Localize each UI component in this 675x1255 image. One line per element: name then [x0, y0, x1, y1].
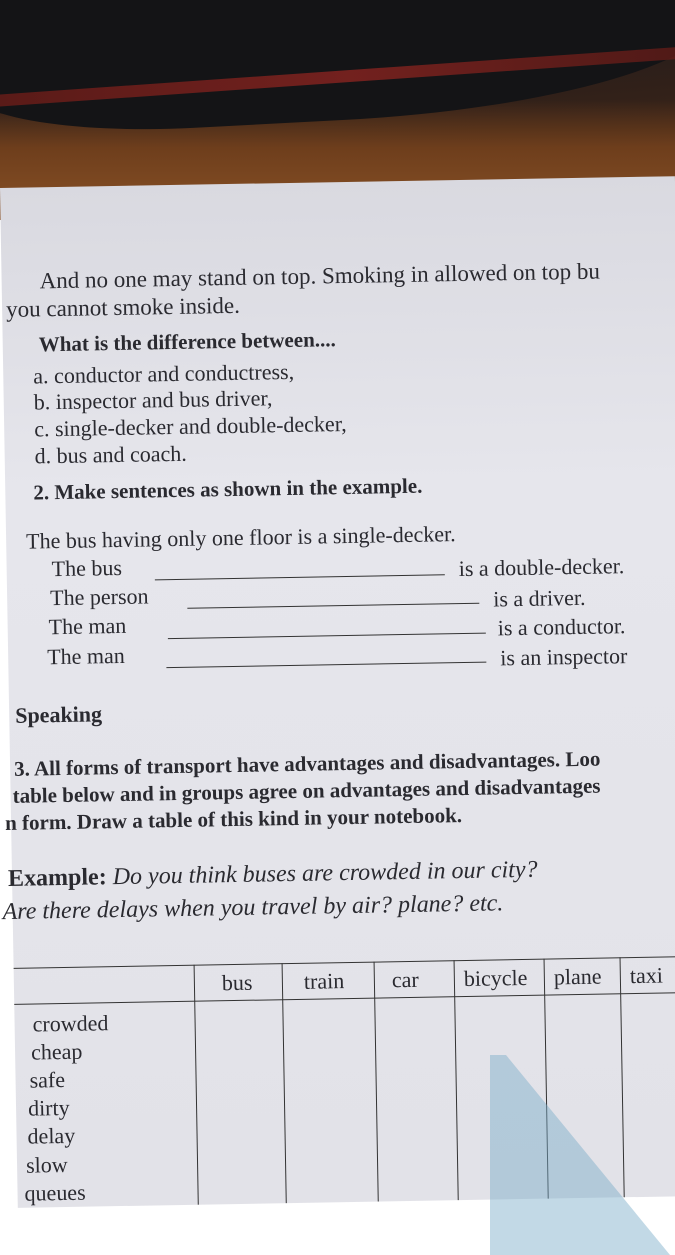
exercise-2-row-1-subject: The bus	[51, 554, 123, 582]
example-label: Example:	[7, 864, 107, 892]
exercise-2-row-4-subject: The man	[46, 642, 125, 670]
example-question-1: Do you think buses are crowded in our city?	[112, 856, 538, 891]
row-label-delay: delay	[27, 1122, 76, 1149]
exercise-2-row-3-subject: The man	[48, 612, 127, 640]
intro-line-2: you cannot smoke inside.	[5, 292, 241, 322]
example-block	[8, 858, 538, 891]
row-label-queues: queues	[24, 1179, 86, 1206]
exercise-1-item-c: c. single-decker and double-decker,	[33, 410, 347, 442]
exercise-2-row-4-predicate: is an inspector	[500, 643, 628, 671]
row-label-crowded: crowded	[32, 1010, 109, 1037]
exercise-2-row-3-predicate: is a conductor.	[497, 613, 626, 641]
exercise-1-item-a: a. conductor and conductress,	[33, 358, 295, 389]
column-header-car: car	[391, 966, 419, 993]
answer-blank-1	[155, 574, 445, 580]
row-label-dirty: dirty	[27, 1094, 70, 1121]
exercise-1-item-b: b. inspector and bus driver,	[33, 385, 273, 415]
exercise-2-row-2-subject: The person	[49, 583, 149, 611]
exercise-2-example: The bus having only one floor is a single-decker.	[25, 521, 456, 554]
column-header-taxi: taxi	[629, 962, 664, 989]
column-header-bus: bus	[221, 969, 253, 996]
intro-line-1: And no one may stand on top. Smoking in allowed on top bu	[39, 258, 601, 294]
exercise-2-row-2-predicate: is a driver.	[493, 584, 586, 612]
column-header-bicycle: bicycle	[463, 964, 528, 992]
exercise-3-line-1: 3. All forms of transport have advantages and disadvantages. Loo	[13, 746, 601, 781]
answer-blank-3	[168, 633, 486, 640]
row-label-slow: slow	[25, 1151, 68, 1178]
exercise-3-line-2: table below and in groups agree on advantages and disadvantages	[12, 773, 601, 808]
exercise-1-item-d: d. bus and coach.	[34, 440, 188, 469]
table-header-border	[14, 992, 675, 1005]
column-header-plane: plane	[553, 963, 602, 990]
exercise-3-line-3: n form. Draw a table of this kind in your notebook.	[4, 803, 463, 836]
textbook-page	[0, 176, 675, 1208]
row-label-cheap: cheap	[30, 1038, 83, 1065]
answer-blank-2	[187, 603, 479, 609]
speaking-section-title: Speaking	[14, 701, 103, 728]
exercise-2-row-1-predicate: is a double-decker.	[458, 553, 625, 582]
column-header-train: train	[303, 968, 345, 994]
exercise-1-heading: What is the difference between....	[38, 327, 336, 357]
row-label-safe: safe	[29, 1067, 66, 1093]
exercise-2-heading: 2. Make sentences as shown in the example.	[33, 473, 423, 505]
example-question-2: Are there delays when you travel by air? plane? etc.	[2, 890, 504, 926]
answer-blank-4	[166, 662, 486, 669]
